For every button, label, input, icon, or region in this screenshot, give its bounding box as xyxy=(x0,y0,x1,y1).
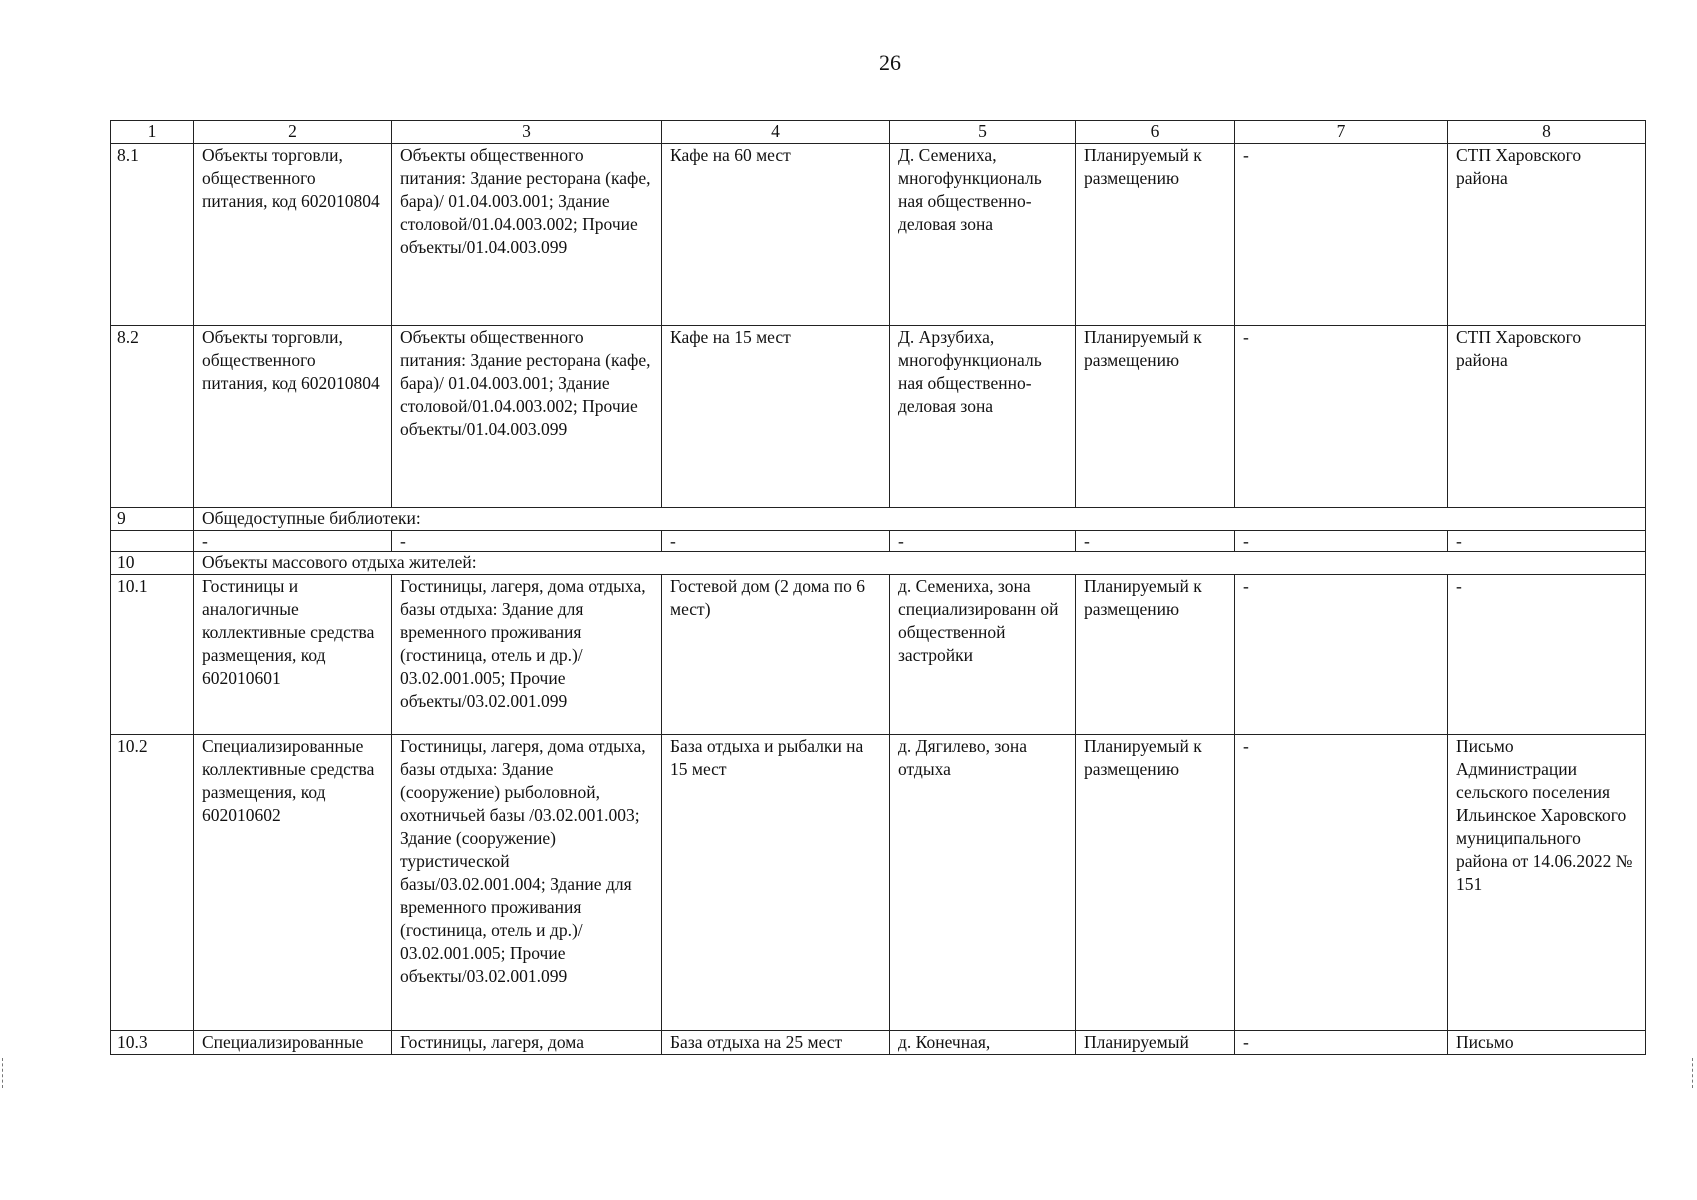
table-cell-col8: - xyxy=(1448,531,1646,552)
table-cell-col8: Письмо xyxy=(1448,1031,1646,1055)
table-cell-col2: Объекты торговли, общественного питания, код 602010804 xyxy=(194,326,392,508)
column-header: 8 xyxy=(1448,121,1646,144)
table-cell-col4: База отдыха на 25 мест xyxy=(662,1031,890,1055)
table-cell-col5: д. Конечная, xyxy=(890,1031,1076,1055)
table-cell-col4: База отдыха и рыбалки на 15 мест xyxy=(662,735,890,1031)
table-cell-col2: Объекты торговли, общественного питания, код 602010804 xyxy=(194,144,392,326)
table-cell-col6: Планируемый к размещению xyxy=(1076,144,1235,326)
table-cell-col3: Объекты общественного питания: Здание ресторана (кафе, бара)/ 01.04.003.001; Здание столовой/01.04.003.002; Прочие объекты/01.04.003.099 xyxy=(392,144,662,326)
table-cell-col6: Планируемый к размещению xyxy=(1076,326,1235,508)
column-header: 4 xyxy=(662,121,890,144)
table-cell-col7: - xyxy=(1235,735,1448,1031)
table-header-row xyxy=(111,121,1646,144)
column-header: 5 xyxy=(890,121,1076,144)
table-cell-col5: - xyxy=(890,531,1076,552)
column-header: 2 xyxy=(194,121,392,144)
table-cell-col4: Гостевой дом (2 дома по 6 мест) xyxy=(662,575,890,735)
table-row xyxy=(111,575,1646,735)
table-cell-col7: - xyxy=(1235,326,1448,508)
table-cell-col2: Гостиницы и аналогичные коллективные средства размещения, код 602010601 xyxy=(194,575,392,735)
table-cell-col4: - xyxy=(662,531,890,552)
right-scan-edge-mark xyxy=(1692,1058,1695,1088)
objects-table xyxy=(110,120,1646,1055)
table-cell-col3: Гостиницы, лагеря, дома xyxy=(392,1031,662,1055)
table-cell-col4: Кафе на 60 мест xyxy=(662,144,890,326)
page-number: 26 xyxy=(879,50,901,75)
table-cell-col6: Планируемый к размещению xyxy=(1076,735,1235,1031)
table-cell-col5: Д. Арзубиха, многофункциональ ная общественно-деловая зона xyxy=(890,326,1076,508)
table-cell-col4: Кафе на 15 мест xyxy=(662,326,890,508)
row-number: 8.2 xyxy=(111,326,194,508)
table-cell-col8: СТП Харовского района xyxy=(1448,326,1646,508)
table-cell-col6: Планируемый xyxy=(1076,1031,1235,1055)
table-cell-col7: - xyxy=(1235,144,1448,326)
row-number: 9 xyxy=(111,508,194,531)
table-row xyxy=(111,144,1646,326)
table-cell-col3: - xyxy=(392,531,662,552)
column-header: 6 xyxy=(1076,121,1235,144)
column-header: 7 xyxy=(1235,121,1448,144)
row-number: 10 xyxy=(111,552,194,575)
table-cell-col5: Д. Семениха, многофункциональ ная общественно-деловая зона xyxy=(890,144,1076,326)
column-header: 1 xyxy=(111,121,194,144)
table-cell-col7: - xyxy=(1235,531,1448,552)
table-cell-col8: - xyxy=(1448,575,1646,735)
table-cell-col8: СТП Харовского района xyxy=(1448,144,1646,326)
table-cell-col6: Планируемый к размещению xyxy=(1076,575,1235,735)
table-cell-col2: Специализированные xyxy=(194,1031,392,1055)
row-number: 10.2 xyxy=(111,735,194,1031)
table-cell-col7: - xyxy=(1235,575,1448,735)
section-row xyxy=(111,552,1646,575)
section-title: Объекты массового отдыха жителей: xyxy=(194,552,1646,575)
section-row xyxy=(111,508,1646,531)
table-cell-col3: Объекты общественного питания: Здание ресторана (кафе, бара)/ 01.04.003.001; Здание столовой/01.04.003.002; Прочие объекты/01.04.003.099 xyxy=(392,326,662,508)
table-cell-col2: - xyxy=(194,531,392,552)
table-cell-col3: Гостиницы, лагеря, дома отдыха, базы отдыха: Здание для временного проживания (гостиница, отель и др.)/ 03.02.001.005; Прочие объекты/03.02.001.099 xyxy=(392,575,662,735)
table-cell-col5: д. Дягилево, зона отдыха xyxy=(890,735,1076,1031)
table-row xyxy=(111,326,1646,508)
table-row xyxy=(111,1031,1646,1055)
table-cell-col3: Гостиницы, лагеря, дома отдыха, базы отдыха: Здание (сооружение) рыболовной, охотничьей базы /03.02.001.003; Здание (сооружение) туристической базы/03.02.001.004; Здание для временного проживания (гостиница, отель и др.)/ 03.02.001.005; Прочие объекты/03.02.001.099 xyxy=(392,735,662,1031)
table-row xyxy=(111,531,1646,552)
table-cell-col5: д. Семениха, зона специализированн ой общественной застройки xyxy=(890,575,1076,735)
row-number: 10.1 xyxy=(111,575,194,735)
table-cell-col6: - xyxy=(1076,531,1235,552)
section-title: Общедоступные библиотеки: xyxy=(194,508,1646,531)
table-cell-col7: - xyxy=(1235,1031,1448,1055)
column-header: 3 xyxy=(392,121,662,144)
row-number xyxy=(111,531,194,552)
row-number: 10.3 xyxy=(111,1031,194,1055)
table-cell-col8: Письмо Администрации сельского поселения Ильинское Харовского муниципального района от 14.06.2022 № 151 xyxy=(1448,735,1646,1031)
table-row xyxy=(111,735,1646,1031)
left-scan-edge-mark xyxy=(2,1058,5,1088)
table-cell-col2: Специализированные коллективные средства размещения, код 602010602 xyxy=(194,735,392,1031)
table-body xyxy=(111,121,1646,1055)
row-number: 8.1 xyxy=(111,144,194,326)
